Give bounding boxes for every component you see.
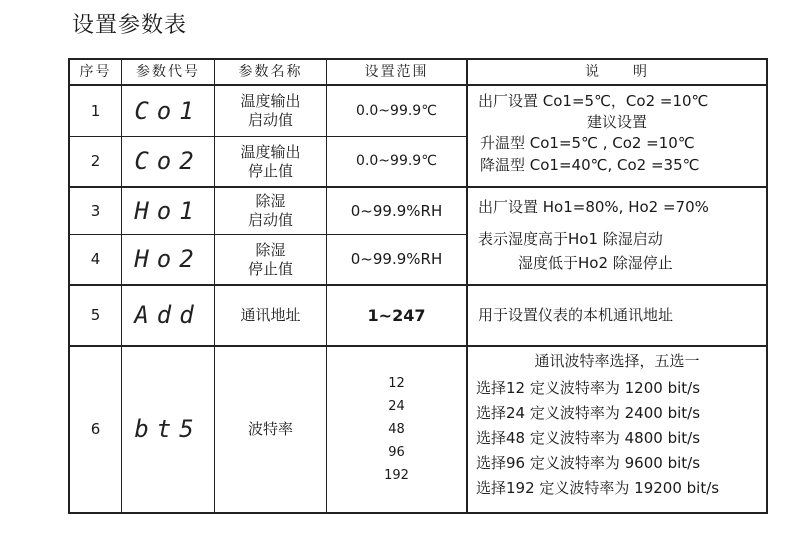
param-code: Add bbox=[134, 301, 202, 329]
param-name bbox=[215, 235, 326, 284]
header-range: 设置范围 bbox=[364, 63, 429, 80]
param-name-line: 启动值 bbox=[247, 111, 293, 129]
param-range: 1~247 bbox=[367, 306, 426, 325]
desc-hum-line: 出厂设置 Ho1=80%, Ho2 =70% bbox=[478, 198, 709, 216]
desc-baud-line: 选择192 定义波特率为 19200 bit/s bbox=[476, 479, 720, 497]
param-name bbox=[215, 86, 326, 136]
desc-baud-head: 通讯波特率选择，五选一 bbox=[534, 352, 700, 370]
param-code: Co1 bbox=[134, 96, 202, 125]
desc-hum-line: 表示湿度高于Ho1 除湿启动 bbox=[478, 230, 663, 248]
param-range: 0~99.9%RH bbox=[350, 201, 443, 220]
header-name: 参数名称 bbox=[238, 63, 303, 80]
desc-baud-line: 选择48 定义波特率为 4800 bit/s bbox=[476, 429, 701, 447]
header-no: 序号 bbox=[79, 63, 112, 80]
desc-temp-line: 降温型 Co1=40℃, Co2 =35℃ bbox=[480, 156, 700, 174]
param-range: 0.0~99.9℃ bbox=[356, 102, 437, 119]
param-code: bt5 bbox=[134, 415, 202, 443]
param-code: Ho1 bbox=[134, 196, 202, 225]
baud-option: 192 bbox=[384, 468, 409, 483]
param-name bbox=[215, 188, 326, 234]
desc-temp-line: 建议设置 bbox=[586, 113, 647, 131]
table-border-bottom bbox=[68, 512, 768, 514]
param-name: 波特率 bbox=[247, 420, 293, 438]
baud-option-list bbox=[327, 347, 466, 512]
param-name-line: 温度输出 bbox=[240, 142, 301, 161]
row-no: 6 bbox=[90, 420, 101, 438]
param-range: 0.0~99.9℃ bbox=[356, 153, 437, 169]
row-no: 5 bbox=[90, 306, 101, 324]
param-code: Co2 bbox=[134, 147, 202, 175]
row-no: 4 bbox=[90, 250, 101, 268]
param-name-line: 启动值 bbox=[247, 211, 293, 229]
desc-baud-line: 选择96 定义波特率为 9600 bit/s bbox=[476, 454, 701, 472]
param-name-line: 除湿 bbox=[255, 192, 286, 210]
baud-option: 96 bbox=[388, 445, 405, 460]
param-name-line: 温度输出 bbox=[240, 92, 301, 110]
table-border-right bbox=[766, 58, 768, 514]
row-no: 1 bbox=[90, 101, 101, 120]
desc-temp-line: 升温型 Co1=5℃ , Co2 =10℃ bbox=[480, 134, 695, 152]
param-name: 通讯地址 bbox=[240, 306, 301, 324]
desc-addr: 用于设置仪表的本机通讯地址 bbox=[478, 306, 674, 324]
row-no: 3 bbox=[90, 201, 101, 220]
row-no: 2 bbox=[90, 152, 101, 170]
header-code: 参数代号 bbox=[136, 63, 200, 80]
param-name-line: 停止值 bbox=[247, 161, 293, 180]
baud-option: 12 bbox=[388, 376, 405, 391]
page-title: 设置参数表 bbox=[72, 13, 188, 38]
desc-baud-line: 选择12 定义波特率为 1200 bit/s bbox=[476, 379, 701, 397]
desc-temp-line: 出厂设置 Co1=5℃，Co2 =10℃ bbox=[478, 92, 709, 110]
param-name-line: 除湿 bbox=[255, 240, 286, 259]
param-range: 0~99.9%RH bbox=[350, 250, 443, 268]
baud-option: 48 bbox=[388, 422, 405, 437]
desc-hum-line: 湿度低于Ho2 除湿停止 bbox=[518, 254, 673, 272]
header-desc: 说 明 bbox=[585, 63, 649, 80]
desc-baud-line: 选择24 定义波特率为 2400 bit/s bbox=[476, 404, 701, 422]
param-code: Ho2 bbox=[134, 245, 202, 273]
param-name bbox=[215, 137, 326, 186]
param-name-line: 停止值 bbox=[247, 259, 293, 278]
baud-option: 24 bbox=[388, 399, 405, 414]
